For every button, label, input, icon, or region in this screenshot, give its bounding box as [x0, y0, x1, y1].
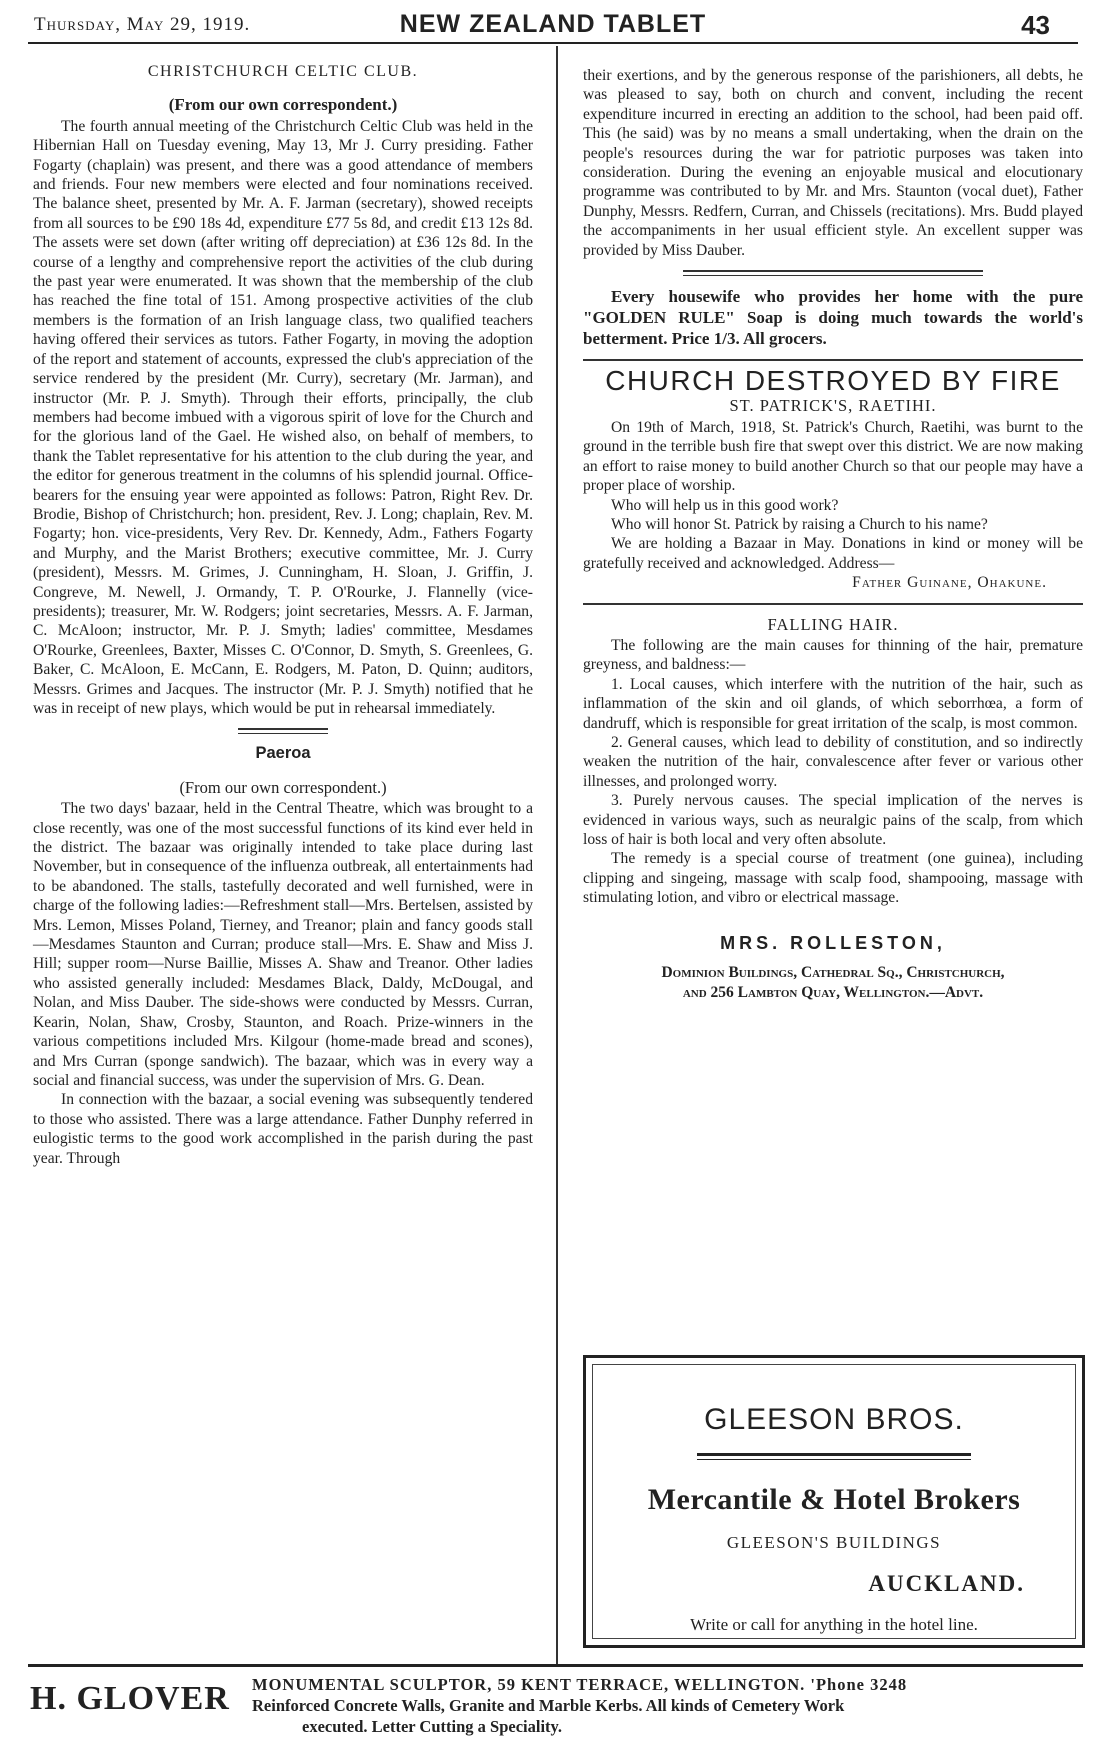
page-header — [28, 8, 1078, 44]
falling-hair-remedy: The remedy is a special course of treatment (one guinea), including clipping and singeing, massage with scalp food, shampooing, massage with stimulating lotion, and vibro or electrical massage. — [583, 850, 1083, 907]
gleeson-rule — [697, 1453, 971, 1460]
glover-line-2: Reinforced Concrete Walls, Granite and Marble Kerbs. All kinds of Cemetery Work — [252, 1696, 845, 1715]
right-column — [583, 66, 1083, 1003]
section-rule — [238, 728, 328, 734]
celtic-club-body: The fourth annual meeting of the Christchurch Celtic Club was held in the Hibernian Hall on Tuesday evening, May 13, Mr J. Curry presiding. Father Fogarty (chaplain) was present, and there was a good attendance of members and friends. Four new members were elected and four nominations received. The balance sheet, presented by Mr. A. F. Jarman (secretary), showed receipts from all sources to be £90 18s 4d, expenditure £77 5s 8d, and credit £13 12s 8d. The assets were set down (after writing off depreciation) at £36 12s 8d. In the course of a lengthy and comprehensive report the activities of the club during the past year were enumerated. It was shown that the membership of the club has reached the fine total of 151. Among prospective activities of the club members is the formation of an Irish language class, two qualified teachers having offered their services as tutors. Father Fogarty, in moving the adoption of the report and statement of accounts, expressed the club's appreciation of the service rendered by the president (Mr. Curry), secretary (Mr. Jarman), and instructor (Mr. P. J. Smyth). Through their efforts, principally, the club members had become imbued with a vigorous spirit of love for the Church and for the glorious land of the Gael. He wished also, on behalf of members, to thank the Tablet representative for his attention to the club during the year, and the editor for generous treatment in the columns of his splendid journal. Office-bearers for the ensuing year were appointed as follows: Patron, Right Rev. Dr. Brodie, Bishop of Christchurch; hon. president, Rev. J. Long; chaplain, Rev. M. Fogarty; hon. vice-presidents, Very Rev. Dr. Kennedy, Adm., Fathers Fogarty and Murphy, and the Marist Brothers; executive committee, Mr. J. Curry (president), Messrs. M. Grimes, J. Cunningham, H. Sloan, J. Griffin, J. Congreve, M. Newell, J. Ormandy, T. P. O'Rourke, J. Flannelly (vice-presidents); treasurer, Mr. W. Rodgers; joint secretaries, Messrs. A. F. Jarman, C. McAloon; instructor, Mr. P. J. Smyth; ladies' committee, Mesdames O'Rourke, Greenlees, Baxter, Misses C. O'Connor, D. Smyth, S. Greenlees, G. Baker, C. McAloon, E. McCann, E. Rodgers, M. Paton, D. Quinn; auditors, Messrs. Grimes and Jacques. The instructor (Mr. P. J. Smyth) notified that he was in receipt of new plays, which would be put in rehearsal immediately. — [33, 117, 533, 717]
footer-rule — [28, 1664, 1083, 1667]
glover-details — [252, 1674, 1082, 1737]
paeroa-title: Paeroa — [255, 744, 311, 763]
glover-advert — [28, 1672, 1083, 1742]
gleeson-city: AUCKLAND. — [868, 1571, 1025, 1596]
page-number: 43 — [1021, 10, 1050, 40]
gleeson-building: GLEESON'S BUILDINGS — [726, 1533, 942, 1552]
church-fire-subtitle: ST. PATRICK'S, RAETIHI. — [729, 396, 937, 416]
issue-date: Thursday, May 29, 1919. — [34, 14, 251, 35]
falling-hair-title: FALLING HAIR. — [767, 614, 899, 634]
advertiser-address-1: Dominion Buildings, Cathedral Sq., Christchurch, — [661, 964, 1005, 982]
section-rule — [683, 270, 983, 276]
paeroa-source: (From our own correspondent.) — [179, 777, 387, 797]
glover-line-1: MONUMENTAL SCULPTOR, 59 KENT TERRACE, WELLINGTON. 'Phone 3248 — [252, 1675, 908, 1694]
left-column — [33, 58, 533, 1168]
church-fire-p2: Who will help us in this good work? — [611, 496, 839, 514]
celtic-club-title: CHRISTCHURCH CELTIC CLUB. — [147, 63, 419, 80]
church-fire-title: CHURCH DESTROYED BY FIRE — [605, 365, 1061, 397]
paeroa-continuation: their exertions, and by the generous response of the parishioners, all debts, he was pleased to say, both on church and convent, including the recent expenditure incurred in erecting an addition to the school, had been paid off. This (he said) was by no means a small undertaking, when the drain on the people's resources during the war for patriotic purposes was taken into consideration. During the evening an enjoyable musical and elocutionary programme was contributed to by Mr. and Mrs. Staunton (vocal duet), Father Dunphy, Messrs. Redfern, Curran, and Chissels (recitations). Mrs. Budd played the accompaniments in her usual efficient style. An excellent supper was provided by Miss Dauber. — [583, 67, 1083, 259]
celtic-club-source: (From our own correspondent.) — [168, 95, 398, 115]
church-fire-p4: We are holding a Bazaar in May. Donations in kind or money will be gratefully received and acknowledged. Address— — [583, 535, 1083, 572]
gleeson-advert — [583, 1355, 1085, 1648]
falling-hair-cause-3: 3. Purely nervous causes. The special implication of the nerves is evidenced in various ways, such as neuralgic pains of the scalp, from which loss of hair is both local and very often absolute. — [583, 792, 1083, 848]
soap-advert: Every housewife who provides her home with the pure "GOLDEN RULE" Soap is doing much towards the world's betterment. Price 1/3. All grocers. — [583, 287, 1083, 349]
gleeson-business-line: Mercantile & Hotel Brokers — [647, 1483, 1021, 1516]
advertiser-name: MRS. ROLLESTON, — [720, 932, 946, 953]
masthead-title: NEW ZEALAND TABLET — [399, 10, 707, 38]
paeroa-body-1: The two days' bazaar, held in the Central Theatre, which was brought to a close recently, was one of the most successful functions of its kind ever held in the district. The bazaar was originally intended to take place during last November, but in consequence of the influenza outbreak, all entertainments had to be abandoned. The stalls, tastefully decorated and well furnished, were in charge of the following ladies:—Refreshment stall—Mrs. Bertelsen, assisted by Mrs. Lemon, Misses Poland, Tierney, and Treanor; plain and fancy goods stall—Mesdames Staunton and Curran; produce stall—Mrs. E. Shaw and Miss J. Hill; supper room—Nurse Baillie, Misses A. Shaw and Treanor. Other ladies who assisted generally included: Mesdames Black, Daldy, McDougal, and Nolan, and Miss Dauber. The side-shows were conducted by Messrs. Curran, Kearin, Nolan, Shaw, Crosby, Staunton, and Roach. Prize-winners in the various competitions included Mrs. Kilgour (home-made bread and scones), and Mrs Curran (sponge sandwich). The bazaar, which was in every way a social and financial success, was under the supervision of Mrs. G. Dean. — [33, 800, 533, 1089]
church-fire-p3: Who will honor St. Patrick by raising a Church to his name? — [611, 515, 988, 533]
falling-hair-intro: The following are the main causes for thinning of the hair, premature greyness, and baldness:— — [583, 636, 1083, 674]
falling-hair-cause-2: 2. General causes, which lead to debility of constitution, and so indirectly weaken the nutrition of the hair, convalescence after fever or various other illnesses, and prolonged worry. — [583, 733, 1083, 790]
glover-line-3: executed. Letter Cutting a Speciality. — [302, 1717, 562, 1736]
church-fire-signature: Father Guinane, Ohakune. — [852, 574, 1047, 592]
glover-name: H. GLOVER — [30, 1680, 230, 1717]
column-divider — [556, 46, 558, 1666]
gleeson-advert-inner — [592, 1364, 1076, 1639]
falling-hair-cause-1: 1. Local causes, which interfere with the nutrition of the hair, such as inflammation of the skin and oil glands, of which seborrhœa, a form of dandruff, which is responsible for great irritation of the scalp, is most common. — [583, 675, 1083, 732]
section-rule — [583, 603, 1083, 605]
gleeson-name: GLEESON BROS. — [704, 1403, 964, 1436]
advertiser-address-2: and 256 Lambton Quay, Wellington.—Advt. — [682, 984, 984, 1002]
church-fire-p1: On 19th of March, 1918, St. Patrick's Church, Raetihi, was burnt to the ground in the terrible bush fire that swept over this district. We are now making an effort to raise money to build another Church so that our people may have a proper place of worship. — [583, 418, 1083, 495]
paeroa-body-2: In connection with the bazaar, a social evening was subsequently tendered to those who assisted. There was a large attendance. Father Dunphy referred in eulogistic terms to the good work accomplished in the parish during the past year. Through — [33, 1091, 533, 1167]
section-rule — [583, 359, 1083, 361]
gleeson-write: Write or call for anything in the hotel line. — [690, 1615, 978, 1634]
